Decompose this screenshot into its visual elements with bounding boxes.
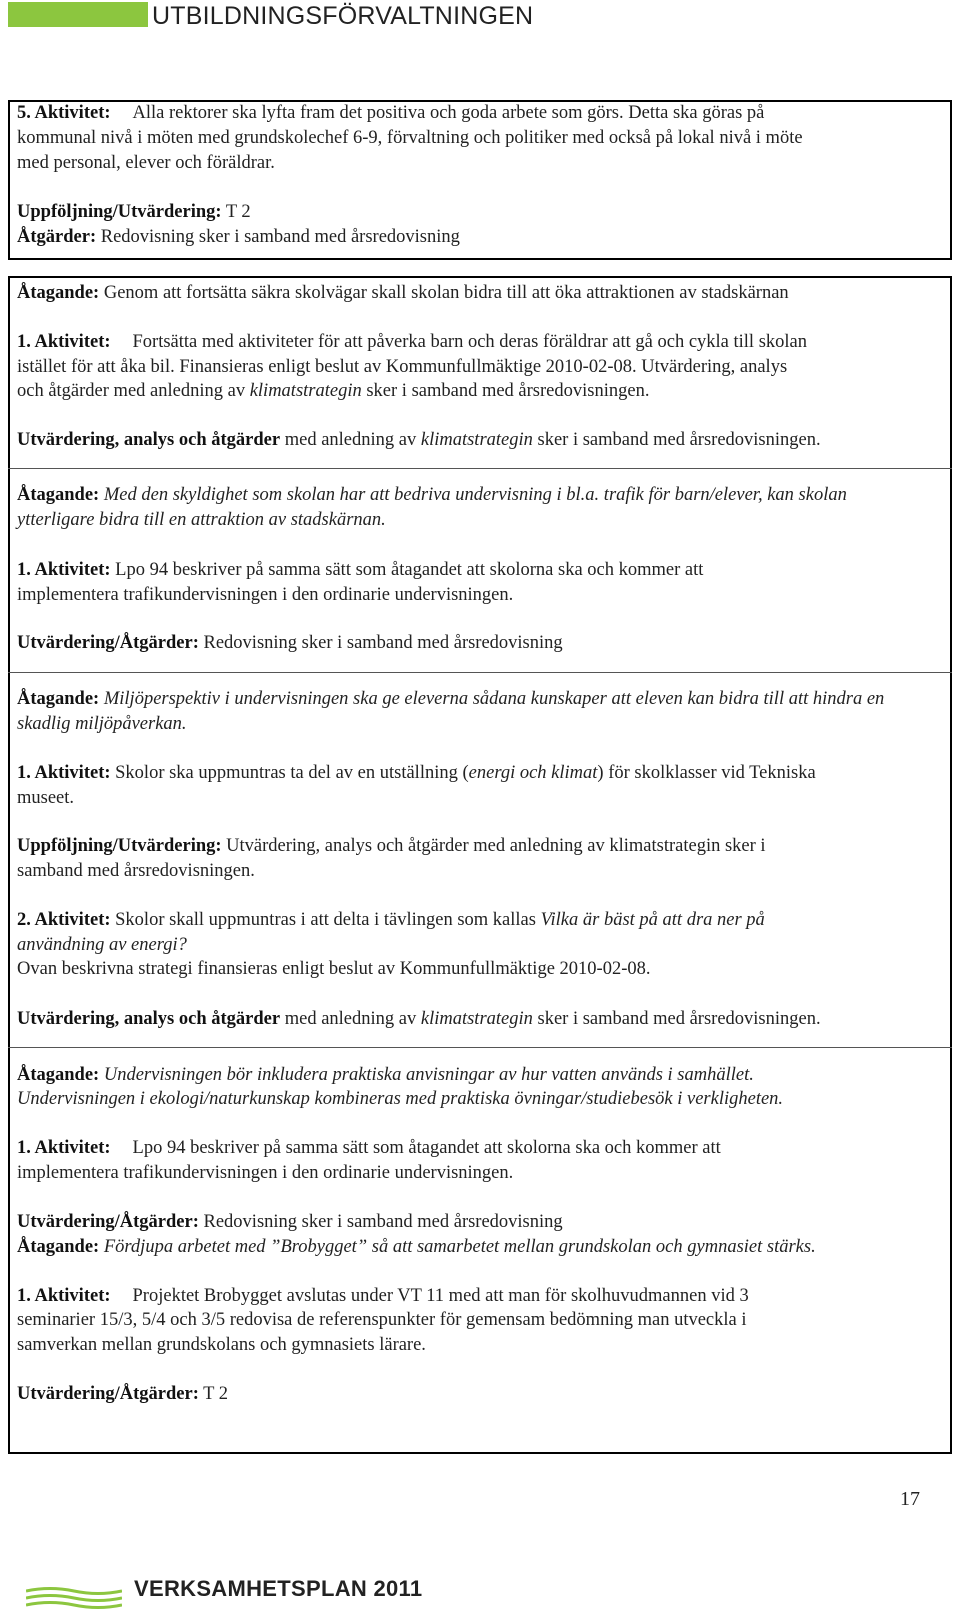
commit3-followup-line1: Uppföljning/Utvärdering: Utvärdering, analys och åtgärder med anledning av klimatstrategin sker i <box>17 836 766 856</box>
commit5-activity-line2: seminarier 15/3, 5/4 och 3/5 redovisa de referenspunkter för gemensam bedömning man utveckla i <box>17 1310 747 1330</box>
separator <box>8 672 952 673</box>
commit2-evaluation: Utvärdering/Åtgärder: Redovisning sker i samband med årsredovisning <box>17 633 563 653</box>
commit4-line1: Åtagande: Undervisningen bör inkludera praktiska anvisningar av hur vatten används i samhället. <box>17 1065 754 1085</box>
commit1-activity-line3: och åtgärder med anledning av klimatstrategin sker i samband med årsredovisningen. <box>17 381 650 401</box>
commit3-activity2-line3: Ovan beskrivna strategi finansieras enligt beslut av Kommunfullmäktige 2010-02-08. <box>17 959 651 979</box>
block1-followup: Uppföljning/Utvärdering: T 2 <box>17 202 251 222</box>
commit5-evaluation: Utvärdering/Åtgärder: T 2 <box>17 1384 229 1404</box>
commit3-activity2-line1: 2. Aktivitet: Skolor skall uppmuntras i att delta i tävlingen som kallas Vilka är bäst på att dra ner på <box>17 910 765 930</box>
commit3-followup-line2: samband med årsredovisningen. <box>17 861 255 881</box>
commit1-activity-line2: istället för att åka bil. Finansieras enligt beslut av Kommunfullmäktige 2010-02-08. Utvärdering, analys <box>17 357 788 377</box>
block1-line1: 5. Aktivitet: Alla rektorer ska lyfta fram det positiva och goda arbete som görs. Detta ska göras på <box>17 103 765 123</box>
header-color-bar <box>8 2 148 27</box>
commit2-line1: Åtagande: Med den skyldighet som skolan har att bedriva undervisning i bl.a. trafik för barn/elever, kan skolan <box>17 485 847 505</box>
commit4-evaluation: Utvärdering/Åtgärder: Redovisning sker i samband med årsredovisning <box>17 1212 563 1232</box>
block1-actions: Åtgärder: Redovisning sker i samband med årsredovisning <box>17 227 460 247</box>
commit4-line2: Undervisningen i ekologi/naturkunskap kombineras med praktiska övningar/studiebesök i verkligheten. <box>17 1089 784 1109</box>
commit3-line1: Åtagande: Miljöperspektiv i undervisningen ska ge eleverna sådana kunskaper att eleven kan bidra till att hindra en <box>17 689 885 709</box>
separator <box>8 468 952 469</box>
commit3-line2: skadlig miljöpåverkan. <box>17 714 187 734</box>
commit2-activity-line1: 1. Aktivitet: Lpo 94 beskriver på samma sätt som åtagandet att skolorna ska och kommer att <box>17 560 704 580</box>
commit1-text: Åtagande: Genom att fortsätta säkra skolvägar skall skolan bidra till att öka attraktionen av stadskärnan <box>17 283 789 303</box>
commit2-line2: ytterligare bidra till en attraktion av stadskärnan. <box>17 510 386 530</box>
commit5-activity-line3: samverkan mellan grundskolans och gymnasiets lärare. <box>17 1335 426 1355</box>
commit2-activity-line2: implementera trafikundervisningen i den ordinarie undervisningen. <box>17 585 514 605</box>
commit3-activity2-line2: användning av energi? <box>17 935 187 955</box>
commit5-text: Åtagande: Fördjupa arbetet med ”Brobygget” så att samarbetet mellan grundskolan och gymnasiet stärks. <box>17 1237 816 1257</box>
commit4-activity-line1: 1. Aktivitet: Lpo 94 beskriver på samma sätt som åtagandet att skolorna ska och kommer att <box>17 1138 721 1158</box>
block1-line2: kommunal nivå i möten med grundskolechef 6-9, förvaltning och politiker med också på lokal nivå i möte <box>17 128 803 148</box>
commit3-activity1-line2: museet. <box>17 788 75 808</box>
page-number: 17 <box>900 1488 920 1510</box>
commit1-activity-line1: 1. Aktivitet: Fortsätta med aktiviteter för att påverka barn och deras föräldrar att gå och cykla till skolan <box>17 332 807 352</box>
header-title: UTBILDNINGSFÖRVALTNINGEN <box>152 2 534 30</box>
footer-wave-logo-icon <box>26 1586 122 1610</box>
commit3-evaluation: Utvärdering, analys och åtgärder med anledning av klimatstrategin sker i samband med årsredovisningen. <box>17 1009 821 1029</box>
commit3-activity1-line1: 1. Aktivitet: Skolor ska uppmuntras ta del av en utställning (energi och klimat) för skolklasser vid Tekniska <box>17 763 816 783</box>
commit4-activity-line2: implementera trafikundervisningen i den ordinarie undervisningen. <box>17 1163 514 1183</box>
commit1-evaluation: Utvärdering, analys och åtgärder med anledning av klimatstrategin sker i samband med årsredovisningen. <box>17 430 821 450</box>
footer-title: VERKSAMHETSPLAN 2011 <box>134 1576 423 1601</box>
block1-line3: med personal, elever och föräldrar. <box>17 153 275 173</box>
commit5-activity-line1: 1. Aktivitet: Projektet Brobygget avslutas under VT 11 med att man för skolhuvudmannen vid 3 <box>17 1286 749 1306</box>
separator <box>8 1047 952 1048</box>
